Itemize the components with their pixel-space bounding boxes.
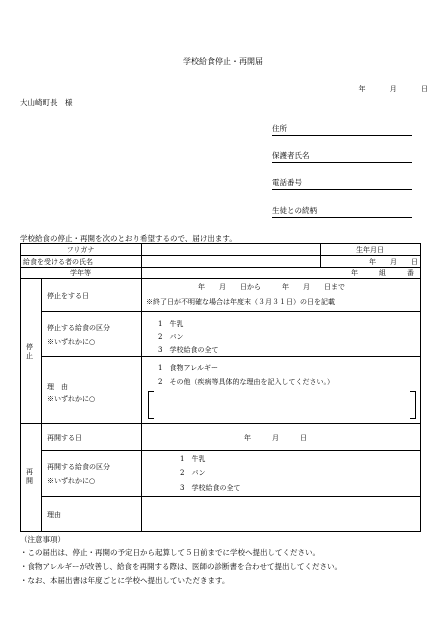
table-line bbox=[20, 243, 21, 532]
submission-date bbox=[337, 84, 428, 94]
resume-date-value[interactable]: 年 月 日 bbox=[244, 434, 307, 442]
table-line bbox=[41, 496, 421, 497]
relation-field[interactable]: 生徒との続柄 bbox=[272, 205, 412, 218]
stop-section-text: 停止 bbox=[26, 343, 33, 360]
stop-section-label bbox=[26, 343, 34, 361]
note-item: ・この届出は、停止・再開の予定日から起算して５日前までに学校へ提出してください。 bbox=[20, 548, 320, 557]
stop-date-label: 停止をする日 bbox=[47, 292, 89, 300]
notes-heading: （注意事項） bbox=[20, 535, 65, 544]
resume-reason-input[interactable] bbox=[144, 499, 418, 529]
date-year: 年 bbox=[358, 85, 366, 93]
resume-date-label: 再開する日 bbox=[47, 434, 82, 442]
student-name-input[interactable] bbox=[144, 257, 318, 266]
resume-section-label bbox=[26, 468, 34, 486]
note-item: ・食物アレルギーが改善し、給食を再開する際は、医師の診断書を合わせて提出してください。 bbox=[20, 562, 343, 571]
table-line bbox=[141, 278, 142, 531]
grade-value[interactable]: 年 組 番 bbox=[351, 269, 414, 277]
address-field[interactable]: 住所 bbox=[272, 123, 412, 136]
addressee: 大山崎町長 様 bbox=[20, 98, 73, 107]
stop-reason-label: 理 由 bbox=[47, 383, 68, 391]
phone-field[interactable]: 電話番号 bbox=[272, 177, 412, 190]
application-form-table bbox=[20, 243, 421, 531]
table-line bbox=[20, 243, 421, 244]
table-line bbox=[420, 243, 421, 532]
date-month: 月 bbox=[389, 85, 397, 93]
resume-category-label: 再開する給食の区分 bbox=[47, 463, 110, 471]
resume-option-milk[interactable]: 1 牛乳 bbox=[180, 455, 206, 463]
resume-option-bread[interactable]: 2 パン bbox=[180, 469, 206, 477]
student-name-label: 給食を受ける者の氏名 bbox=[23, 258, 93, 266]
resume-category-note: ※いずれかに○ bbox=[47, 477, 96, 485]
table-line bbox=[41, 278, 42, 531]
stop-date-note: ※終了日が不明確な場合は年度末（３月３１日）の日を記載 bbox=[146, 298, 335, 306]
stop-category-label: 停止する給食の区分 bbox=[47, 324, 110, 332]
resume-reason-label: 理由 bbox=[47, 511, 61, 519]
table-line bbox=[41, 311, 421, 312]
stop-option-milk[interactable]: 1 牛乳 bbox=[158, 320, 184, 328]
stop-date-range[interactable]: 年 月 日から 年 月 日まで bbox=[198, 283, 345, 291]
birthdate-label: 生年月日 bbox=[356, 246, 384, 254]
stop-reason-note: ※いずれかに○ bbox=[47, 395, 96, 403]
furigana-label: フリガナ bbox=[66, 246, 95, 254]
stop-option-bread[interactable]: 2 パン bbox=[158, 333, 184, 341]
grade-label: 学年等 bbox=[70, 269, 91, 277]
table-line bbox=[20, 255, 421, 256]
table-line bbox=[141, 243, 142, 278]
table-line bbox=[41, 450, 421, 451]
document-title: 学校給食停止・再開届 bbox=[183, 57, 263, 66]
date-day: 日 bbox=[421, 85, 428, 93]
stop-category-note: ※いずれかに○ bbox=[47, 338, 96, 346]
table-line bbox=[20, 278, 421, 279]
resume-option-all[interactable]: 3 学校給食の全て bbox=[180, 484, 241, 492]
intro-text: 学校給食の停止・再開を次のとおり希望するので、届け出ます。 bbox=[20, 234, 237, 243]
reason-free-text-input[interactable] bbox=[156, 393, 406, 415]
birth-ymd-value[interactable]: 年 月 日 bbox=[369, 258, 418, 266]
reason-option-allergy[interactable]: 1 食物アレルギー bbox=[158, 364, 218, 372]
reason-option-other[interactable]: 2 その他（疾病等具体的な理由を記入してください。） bbox=[158, 378, 334, 386]
table-line bbox=[20, 531, 421, 532]
reason-bracket-left bbox=[148, 391, 154, 419]
table-line bbox=[41, 356, 421, 357]
resume-section-text: 再開 bbox=[26, 468, 33, 485]
guardian-name-field[interactable]: 保護者氏名 bbox=[272, 150, 412, 163]
reason-bracket-right bbox=[410, 391, 416, 419]
table-line bbox=[20, 423, 421, 424]
stop-option-all[interactable]: 3 学校給食の全て bbox=[158, 346, 219, 354]
note-item: ・なお、本届出書は年度ごとに学校へ提出していただきます。 bbox=[20, 576, 230, 585]
